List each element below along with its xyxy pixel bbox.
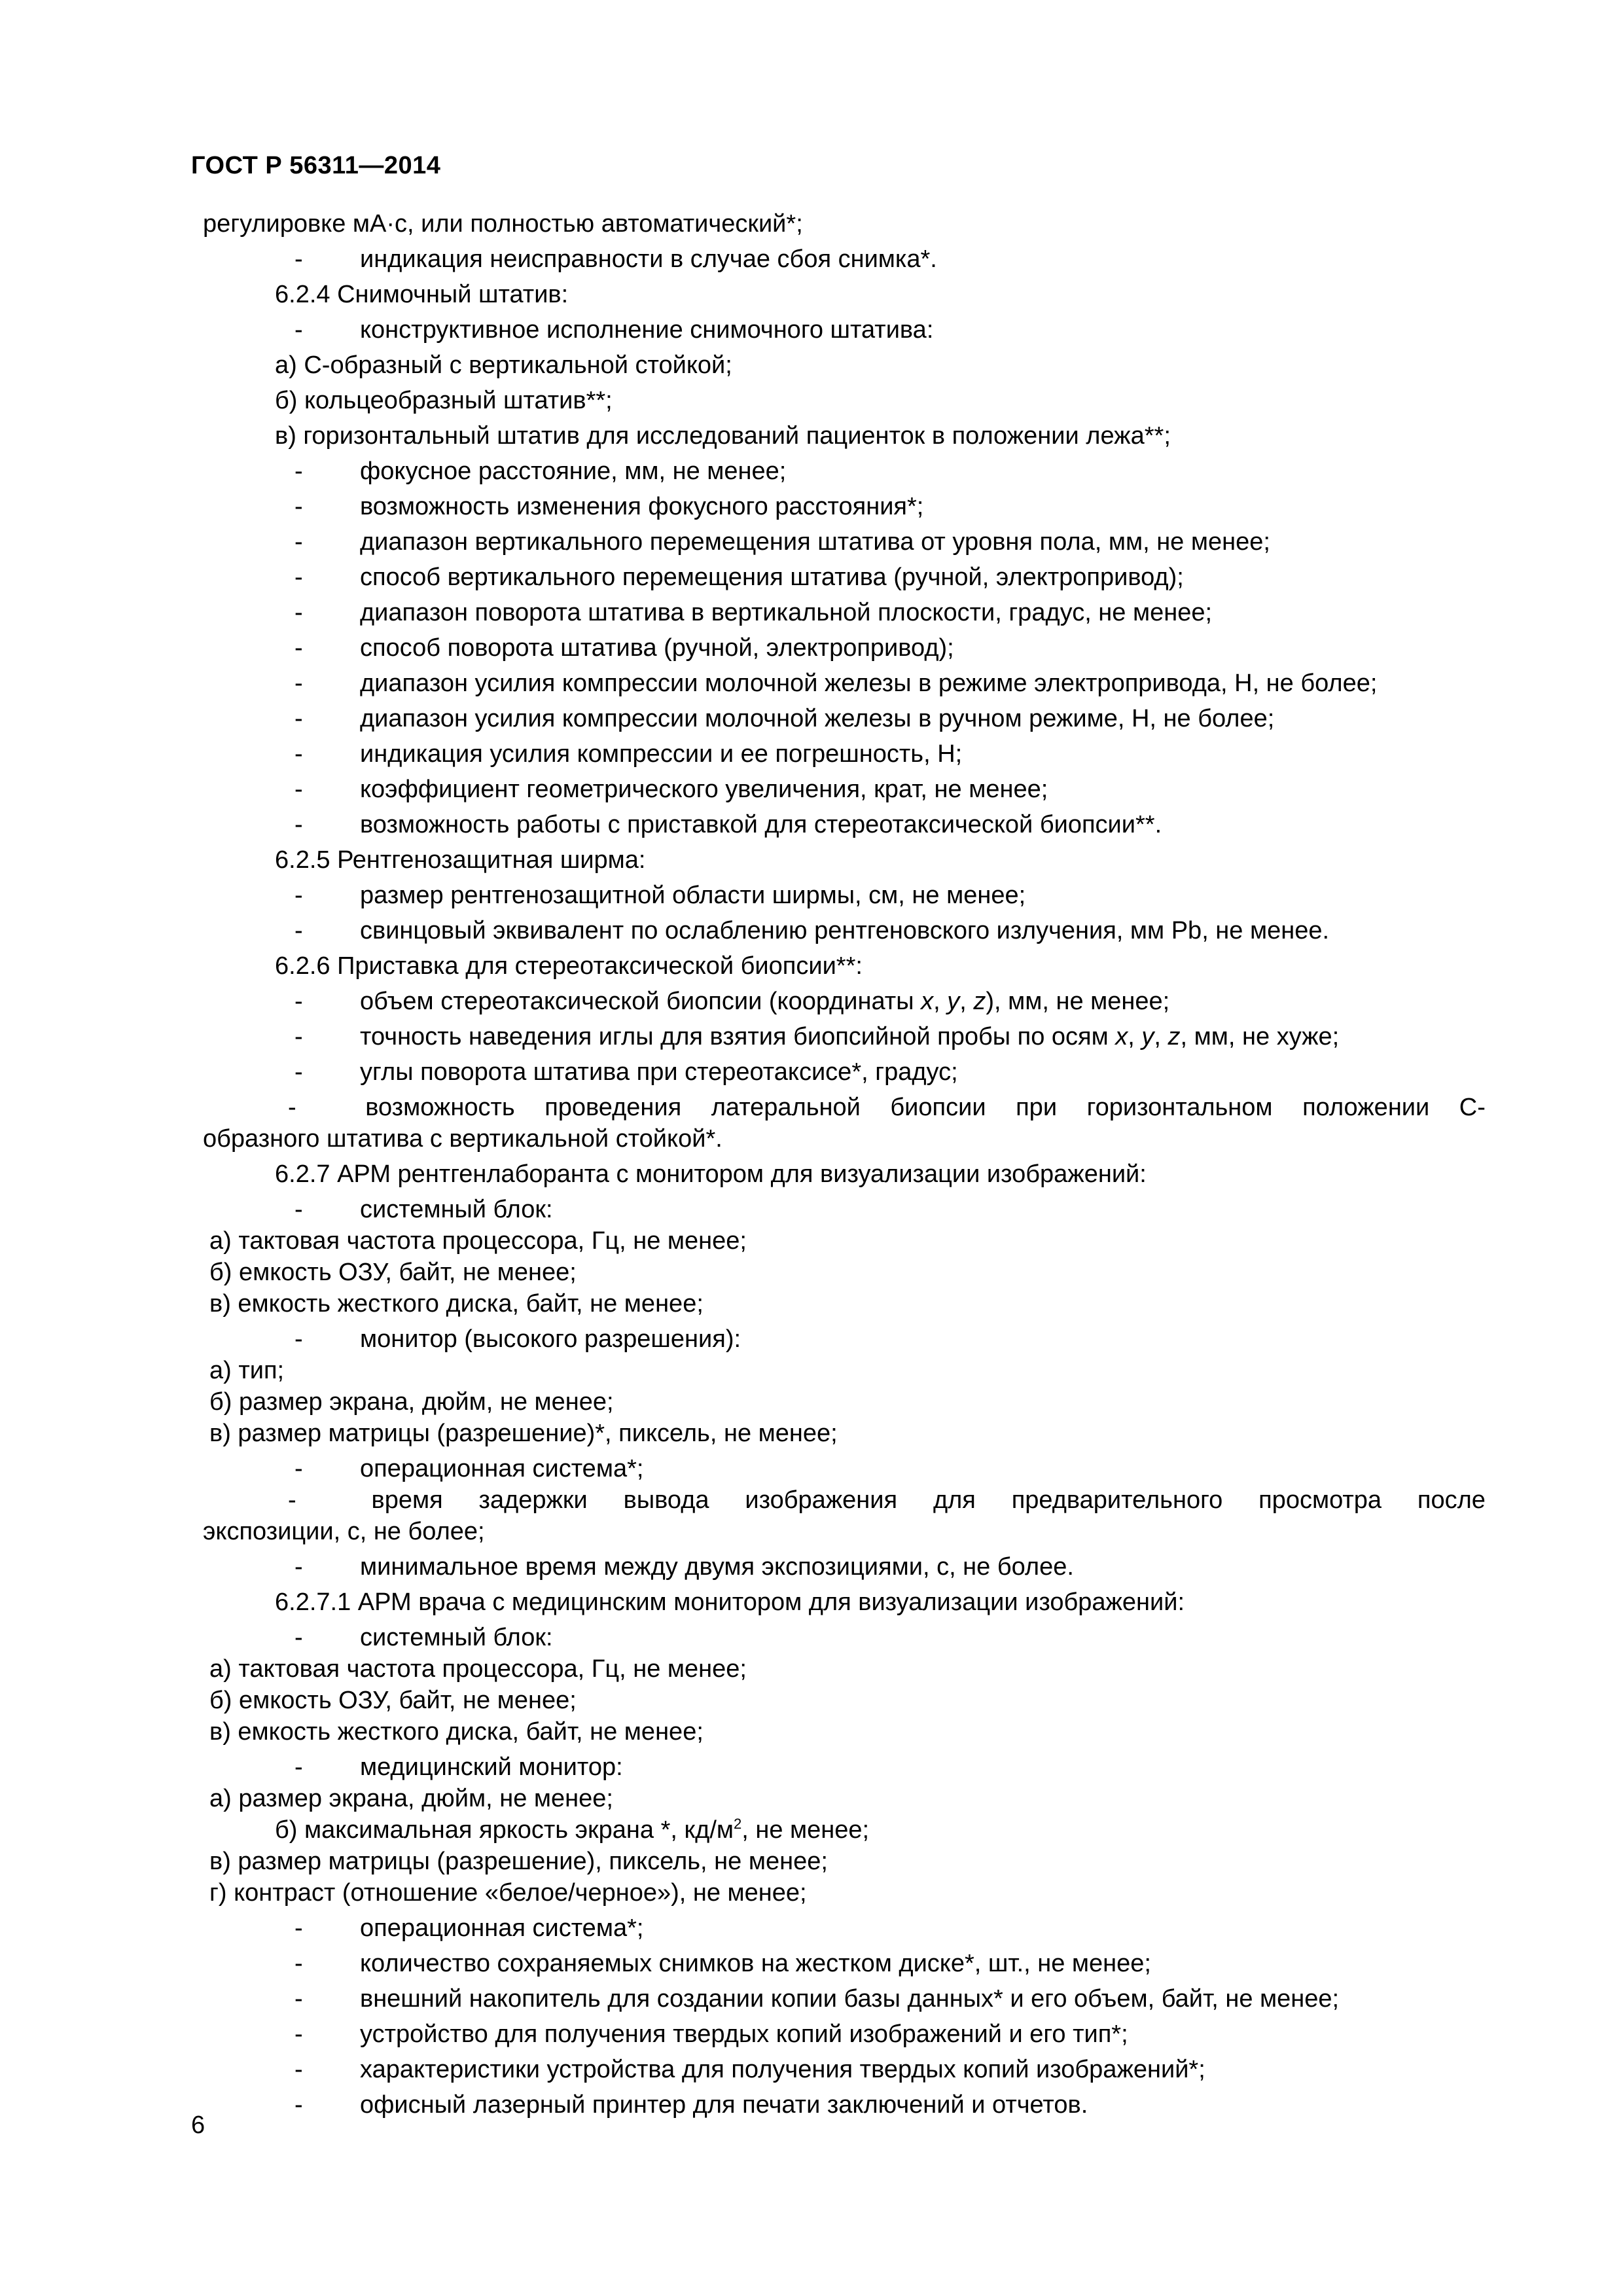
dash-bullet: - xyxy=(294,634,303,662)
list-item-text: внешний накопитель для создании копии базы данных* и его объем, байт, не менее; xyxy=(360,1985,1340,2013)
sub-item: а) тактовая частота процессора, Гц, не менее; xyxy=(209,1227,747,1255)
dash-bullet: - xyxy=(294,2056,303,2083)
justified-word: изображения xyxy=(745,1486,898,1514)
list-item xyxy=(209,738,1486,770)
sub-item: б) емкость ОЗУ, байт, не менее; xyxy=(209,1687,577,1714)
list-item xyxy=(209,880,1486,911)
document-body xyxy=(203,204,1486,2121)
sub-item: в) размер матрицы (разрешение), пиксель, не менее; xyxy=(209,1848,828,1875)
justified-list-item xyxy=(203,1092,1486,1155)
sub-item: б) размер экрана, дюйм, не менее; xyxy=(209,1388,614,1416)
section-627 xyxy=(209,1158,1486,1484)
list-item-text: возможность работы с приставкой для стереотаксической биопсии**. xyxy=(360,811,1162,838)
justified-word: горизонтальном xyxy=(1086,1094,1273,1121)
list-item xyxy=(209,632,1486,664)
page-number: 6 xyxy=(191,2111,205,2139)
justified-word: для xyxy=(933,1486,976,1514)
sub-item: г) контраст (отношение «белое/черное»), не менее; xyxy=(209,1879,807,1907)
dash-bullet: - xyxy=(294,1196,303,1223)
list-item-text: конструктивное исполнение снимочного штатива: xyxy=(360,316,934,344)
list-item xyxy=(209,2018,1486,2050)
dash-bullet: - xyxy=(294,705,303,732)
list-item-text: диапазон вертикального перемещения штатива от уровня пола, мм, не менее; xyxy=(360,528,1270,556)
dash-bullet: - xyxy=(294,1023,303,1050)
sub-item: в) емкость жесткого диска, байт, не менее; xyxy=(209,1290,704,1318)
justified-word: латеральной xyxy=(711,1094,861,1121)
list-item-text: офисный лазерный принтер для печати заключений и отчетов. xyxy=(360,2091,1088,2119)
list-item-text: диапазон усилия компрессии молочной железы в ручном режиме, Н, не более; xyxy=(360,705,1275,732)
dash-bullet: - xyxy=(288,1094,296,1121)
list-item-text: свинцовый эквивалент по ослаблению рентгеновского излучения, мм Pb, не менее. xyxy=(360,917,1330,944)
section-heading: 6.2.6 Приставка для стереотаксической биопсии**: xyxy=(275,952,863,980)
list-item-text: индикация неисправности в случае сбоя снимка*. xyxy=(360,245,937,273)
paragraph-line: регулировке мА·с, или полностью автоматический*; xyxy=(203,210,803,238)
section-heading: 6.2.4 Снимочный штатив: xyxy=(275,281,569,308)
dash-bullet: - xyxy=(294,1058,303,1086)
list-item-text: диапазон поворота штатива в вертикальной плоскости, градус, не менее; xyxy=(360,599,1213,626)
list-item xyxy=(209,491,1486,522)
justified-word: С- xyxy=(1459,1094,1486,1121)
justified-word: положении xyxy=(1302,1094,1430,1121)
list-item xyxy=(209,1622,1486,1653)
list-item-text: монитор (высокого разрешения): xyxy=(360,1325,741,1353)
dash-bullet: - xyxy=(294,564,303,591)
list-item xyxy=(209,2054,1486,2085)
list-item-text: медицинский монитор: xyxy=(360,1753,623,1781)
sub-item: б) емкость ОЗУ, байт, не менее; xyxy=(209,1259,577,1286)
justified-continuation: экспозиции, с, не более; xyxy=(203,1518,485,1545)
list-item xyxy=(209,1983,1486,2015)
dash-bullet: - xyxy=(294,1985,303,2013)
list-item xyxy=(209,526,1486,558)
dash-bullet: - xyxy=(294,599,303,626)
section-6271-tail xyxy=(209,1846,1486,2121)
list-item-text: фокусное расстояние, мм, не менее; xyxy=(360,457,787,485)
list-item xyxy=(209,243,1486,275)
dash-bullet: - xyxy=(294,1553,303,1581)
sub-item: в) емкость жесткого диска, байт, не менее; xyxy=(209,1718,704,1746)
list-item xyxy=(209,1912,1486,1944)
justified-word: предварительного xyxy=(1011,1486,1223,1514)
dash-bullet: - xyxy=(294,528,303,556)
dash-bullet: - xyxy=(294,1325,303,1353)
list-item xyxy=(209,915,1486,946)
justified-word: время xyxy=(371,1486,443,1514)
list-item: б) максимальная яркость экрана *, $кд/м^2$, не менее; xyxy=(275,1816,870,1844)
dash-bullet: - xyxy=(294,670,303,697)
dash-bullet: - xyxy=(294,776,303,803)
dash-bullet: - xyxy=(294,1914,303,1942)
list-item-text: операционная система*; xyxy=(360,1914,644,1942)
list-item-text: количество сохраняемых снимков на жестком диске*, шт., не менее; xyxy=(360,1950,1151,1977)
list-item xyxy=(209,1751,1486,1783)
section-heading: 6.2.7 АРМ рентгенлаборанта с монитором для визуализации изображений: xyxy=(275,1160,1147,1188)
list-item xyxy=(209,668,1486,699)
sub-item: в) горизонтальный штатив для исследований пациенток в положении лежа**; xyxy=(275,422,1171,450)
dash-bullet: - xyxy=(294,493,303,520)
list-item-text: способ вертикального перемещения штатива (ручной, электропривод); xyxy=(360,564,1184,591)
justified-word: при xyxy=(1016,1094,1058,1121)
justified-continuation: образного штатива с вертикальной стойкой*. xyxy=(203,1125,722,1153)
list-item xyxy=(209,1453,1486,1484)
justified-word: задержки xyxy=(478,1486,588,1514)
dash-bullet: - xyxy=(294,316,303,344)
section-6271 xyxy=(209,1551,1486,1814)
list-item-text: диапазон усилия компрессии молочной железы в режиме электропривода, Н, не более; xyxy=(360,670,1378,697)
list-item xyxy=(209,986,1486,1017)
section-heading: 6.2.7.1 АРМ врача с медицинским монитором для визуализации изображений: xyxy=(275,1588,1185,1616)
list-item xyxy=(209,2089,1486,2121)
sub-item: а) тип; xyxy=(209,1357,285,1384)
list-item xyxy=(209,314,1486,346)
list-item-text: размер рентгенозащитной области ширмы, см, не менее; xyxy=(360,882,1026,909)
sub-item: а) С-образный с вертикальной стойкой; xyxy=(275,351,732,379)
sub-item: в) размер матрицы (разрешение)*, пиксель, не менее; xyxy=(209,1420,838,1447)
list-item-text: точность наведения иглы для взятия биопсийной пробы по осям x, y, z, мм, не хуже; xyxy=(360,1023,1340,1050)
dash-bullet: - xyxy=(294,811,303,838)
justified-word: просмотра xyxy=(1258,1486,1382,1514)
sub-item: б) кольцеобразный штатив**; xyxy=(275,387,613,414)
dash-bullet: - xyxy=(294,2020,303,2048)
list-item xyxy=(209,1194,1486,1225)
justified-word: возможность xyxy=(365,1094,515,1121)
list-item-text: углы поворота штатива при стереотаксисе*, градус; xyxy=(360,1058,958,1086)
justified-first-line xyxy=(203,1092,1486,1123)
list-item xyxy=(209,774,1486,805)
list-item xyxy=(209,703,1486,734)
section-624-625 xyxy=(203,208,1486,982)
list-item-text: устройство для получения твердых копий изображений и его тип*; xyxy=(360,2020,1128,2048)
list-item xyxy=(209,1323,1486,1355)
justified-list-item xyxy=(203,1484,1486,1547)
list-item-text: объем стереотаксической биопсии (координаты x, y, z), мм, не менее; xyxy=(360,988,1170,1015)
dash-bullet: - xyxy=(288,1486,296,1514)
justified-word: проведения xyxy=(544,1094,682,1121)
dash-bullet: - xyxy=(294,1950,303,1977)
dash-bullet: - xyxy=(294,1753,303,1781)
list-item-text: характеристики устройства для получения твердых копий изображений*; xyxy=(360,2056,1205,2083)
list-item-text: минимальное время между двумя экспозициями, с, не более. xyxy=(360,1553,1074,1581)
list-item xyxy=(209,1948,1486,1979)
dash-bullet: - xyxy=(294,740,303,768)
section-heading: 6.2.5 Рентгенозащитная ширма: xyxy=(275,846,646,874)
dash-bullet: - xyxy=(294,245,303,273)
list-item-text: индикация усилия компрессии и ее погрешность, Н; xyxy=(360,740,963,768)
list-item xyxy=(209,809,1486,840)
list-item-text: системный блок: xyxy=(360,1624,553,1651)
list-item-text: коэффициент геометрического увеличения, крат, не менее; xyxy=(360,776,1048,803)
list-item xyxy=(209,456,1486,487)
dash-bullet: - xyxy=(294,1624,303,1651)
justified-word: биопсии xyxy=(890,1094,986,1121)
list-item xyxy=(209,1056,1486,1088)
dash-bullet: - xyxy=(294,457,303,485)
sub-item: а) тактовая частота процессора, Гц, не менее; xyxy=(209,1655,747,1683)
list-item-text: возможность изменения фокусного расстояния*; xyxy=(360,493,924,520)
list-item-text: способ поворота штатива (ручной, электропривод); xyxy=(360,634,954,662)
list-item xyxy=(209,1551,1486,1583)
document-header: ГОСТ Р 56311—2014 xyxy=(191,152,441,179)
dash-bullet: - xyxy=(294,882,303,909)
justified-word: после xyxy=(1417,1486,1486,1514)
dash-bullet: - xyxy=(294,2091,303,2119)
list-item xyxy=(209,597,1486,628)
justified-first-line xyxy=(203,1484,1486,1516)
list-item-text: системный блок: xyxy=(360,1196,553,1223)
dash-bullet: - xyxy=(294,1455,303,1482)
dash-bullet: - xyxy=(294,988,303,1015)
list-item xyxy=(209,562,1486,593)
sub-item: а) размер экрана, дюйм, не менее; xyxy=(209,1785,613,1812)
justified-word: вывода xyxy=(623,1486,709,1514)
list-item xyxy=(209,1021,1486,1052)
dash-bullet: - xyxy=(294,917,303,944)
list-item-text: операционная система*; xyxy=(360,1455,644,1482)
